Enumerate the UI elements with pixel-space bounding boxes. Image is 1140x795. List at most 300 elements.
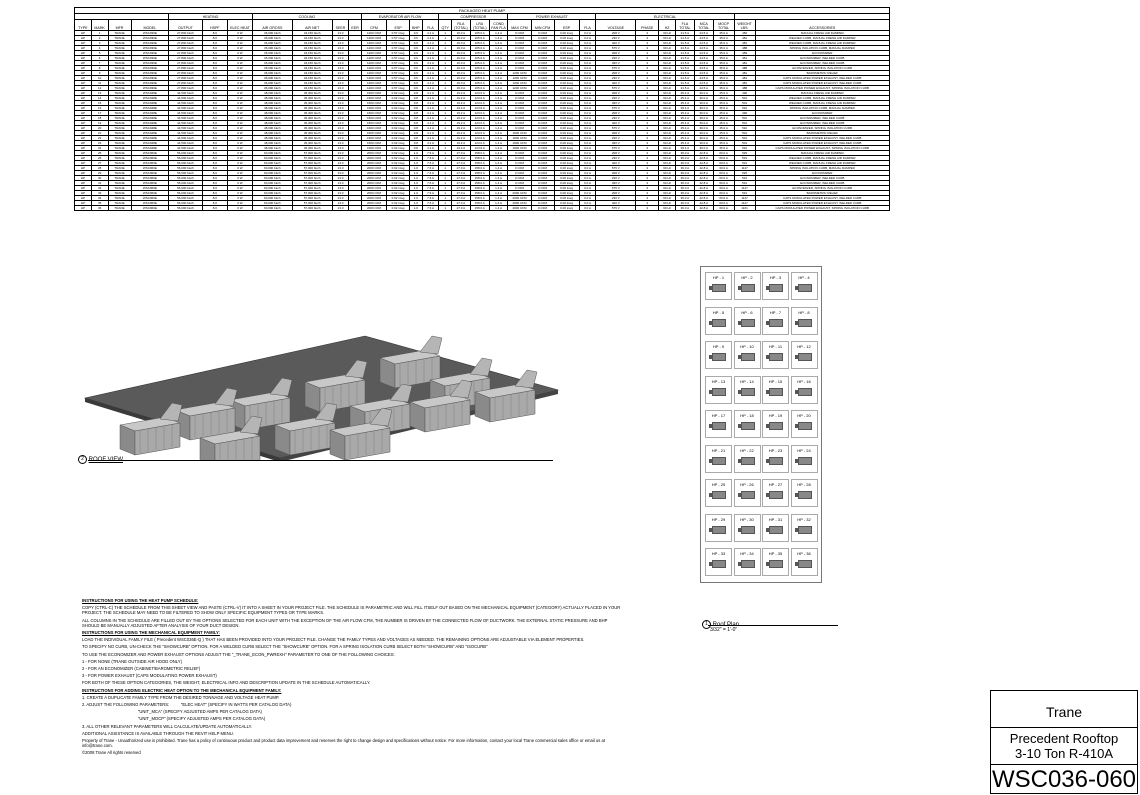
roof-plan-unit-label: HP - 20 [797, 413, 811, 418]
table-cell: 36,000 btu/h [253, 36, 293, 41]
column-header: HSPF [202, 20, 227, 31]
table-cell: 0.8 [410, 111, 423, 116]
table-cell: 481 [734, 36, 755, 41]
table-cell: 0.00 inwg [554, 86, 579, 91]
table-cell: 1.0 [410, 181, 423, 186]
table-cell: 3 [636, 171, 659, 176]
table-cell: WSC060E [131, 181, 169, 186]
table-cell: 8.0 [202, 171, 227, 176]
table-cell: TRANE [108, 161, 131, 166]
table-cell: 451 [734, 56, 755, 61]
table-cell: 60.0 A [713, 156, 734, 161]
table-cell: 0.00 inwg [554, 196, 579, 201]
table-cell: HP [75, 206, 92, 211]
table-cell: 0.0 A [579, 116, 596, 121]
table-cell: HP [75, 176, 92, 181]
table-cell: 3 [636, 106, 659, 111]
table-cell: 0.0 A [579, 36, 596, 41]
table-cell: 8.0 [202, 151, 227, 156]
table-cell: 34,150 btu/h [292, 51, 332, 56]
table-cell: 460 V [596, 61, 636, 66]
roof-plan-unit-label: HP - 13 [711, 378, 726, 384]
table-cell: TRANE [108, 181, 131, 186]
table-cell: 1127 [734, 201, 755, 206]
table-cell: 0.00 inwg [554, 191, 579, 196]
table-cell: 27,800 btu/h [169, 56, 203, 61]
rooftop-unit-symbol [798, 526, 812, 534]
table-cell: 45.0 A [713, 116, 734, 121]
table-cell: 0.0 A [579, 126, 596, 131]
table-cell: MANUAL FRESH AIR DAMPER [755, 91, 889, 96]
table-cell: 123.0 A [470, 116, 489, 121]
table-cell: 45,300 btu/h [292, 111, 332, 116]
table-cell: 25.4 A [675, 101, 694, 106]
column-header: OUTPUT [169, 20, 203, 31]
table-cell: 20 [91, 126, 108, 131]
table-cell: 42.8 A [694, 176, 713, 181]
table-cell: ECONOMIZER, SPRING ISOLATION CURB [755, 186, 889, 191]
table-cell: 24 [91, 146, 108, 151]
instruction-line: 2. ADJUST THE FOLLOWING PARAMETERS: "ELEC HEAT" (SPECIFY IN WATTS PER CATALOG DATA) [82, 702, 292, 708]
table-cell: 45.0 A [713, 146, 734, 151]
table-cell: 48,000 btu/h [253, 141, 293, 146]
table-cell: 4.1 A [422, 96, 439, 101]
table-cell: 44,500 btu/h [169, 106, 203, 111]
table-cell: WSC060E [131, 171, 169, 176]
table-cell: 57,000 btu/h [292, 156, 332, 161]
table-cell: 0.57 inwg [387, 76, 410, 81]
table-cell: 1200 CFM [508, 76, 531, 81]
table-cell: 0 W [227, 176, 252, 181]
table-cell: 105.0 A [470, 41, 489, 46]
table-cell: 105.0 A [470, 66, 489, 71]
roof-plan-unit [791, 514, 818, 542]
table-row [75, 206, 890, 211]
table-cell: 3 [636, 196, 659, 201]
table-cell: 1 [439, 86, 452, 91]
table-cell: 60 Hz [659, 61, 676, 66]
table-cell: 13.0 [332, 141, 349, 146]
table-cell: WELDED CURB, MANUAL FRESH AIR DAMPER [755, 156, 889, 161]
table-cell: TRANE [108, 96, 131, 101]
table-cell: 501 [734, 131, 755, 136]
table-cell: 2000 CFM [508, 201, 531, 206]
table-cell: 0.6 [410, 86, 423, 91]
table-cell: WSC036E [131, 41, 169, 46]
roof-plan-unit [705, 514, 732, 542]
table-cell: 0.00 inwg [554, 121, 579, 126]
table-cell: 0 CFM [508, 111, 531, 116]
table-cell: 24.5 A [694, 46, 713, 51]
table-cell: WSC036E [131, 66, 169, 71]
table-cell: WSC036E [131, 61, 169, 66]
table-cell: 105.0 A [470, 86, 489, 91]
group-compressor: COMPRESSOR [439, 14, 508, 20]
roof-plan-unit [734, 548, 761, 576]
table-cell: WSC060E [131, 166, 169, 171]
roof-plan-unit [705, 272, 732, 300]
instruction-line: 2 - FOR AN ECONOMIZER (CABINET/BAROMETRIC RELIEF) [82, 666, 201, 672]
table-cell: 2000 CFM [508, 196, 531, 201]
table-cell: 0.62 inwg [387, 196, 410, 201]
table-cell: 27.0 A [451, 191, 470, 196]
table-cell: 34,150 btu/h [292, 86, 332, 91]
table-cell: 208 V [596, 151, 636, 156]
instruction-line: ©2008 Trane All rights reserved [82, 750, 141, 756]
group-electrical: ELECTRICAL [596, 14, 734, 20]
table-cell: 27,800 btu/h [169, 81, 203, 86]
table-cell: 0 CFM [531, 71, 554, 76]
table-cell: WSC060E [131, 151, 169, 156]
rooftop-unit-symbol [741, 526, 755, 534]
table-cell: 4.1 A [422, 111, 439, 116]
table-cell: 60,000 btu/h [253, 176, 293, 181]
table-cell: 13.0 [332, 101, 349, 106]
table-cell: 27,800 btu/h [169, 66, 203, 71]
table-cell: 208 V [596, 191, 636, 196]
table-cell: 2000 CFM [361, 186, 386, 191]
table-cell: 1200 CFM [361, 66, 386, 71]
table-cell: 60 Hz [659, 51, 676, 56]
table-cell: HP [75, 91, 92, 96]
table-cell: 30.0 A [694, 116, 713, 121]
table-cell: 510 [734, 146, 755, 151]
table-cell: 0.0 A [579, 176, 596, 181]
rooftop-unit-symbol [741, 284, 755, 292]
table-cell: 123.0 A [470, 141, 489, 146]
table-cell: 1200 CFM [361, 61, 386, 66]
table-cell: 1600 CFM [361, 136, 386, 141]
roof-plan-unit-label: HP - 33 [711, 551, 726, 556]
roof-plan-unit-label: HP - 22 [740, 447, 754, 453]
table-cell: 105.0 A [470, 36, 489, 41]
table-cell: 0 CFM [508, 96, 531, 101]
table-cell: 36.0 A [675, 176, 694, 181]
roof-plan-unit [762, 514, 789, 542]
table-cell: 230 V [596, 176, 636, 181]
table-cell: 0.00 inwg [554, 131, 579, 136]
roof-plan-unit-label: HP - 7 [769, 309, 782, 315]
roof-plan-unit [791, 376, 818, 404]
table-cell: 45,300 btu/h [292, 136, 332, 141]
table-cell: 158.0 A [470, 166, 489, 171]
table-cell: 27,800 btu/h [169, 41, 203, 46]
table-cell: 8.0 [202, 131, 227, 136]
table-cell: 8.0 [202, 201, 227, 206]
table-cell: 158.0 A [470, 201, 489, 206]
table-cell: 0 CFM [531, 141, 554, 146]
table-cell: 0 CFM [531, 41, 554, 46]
table-cell: 2000 CFM [361, 206, 386, 211]
table-cell: 8.0 [202, 56, 227, 61]
table-cell: 0.6 [410, 51, 423, 56]
table-cell: 48,000 btu/h [253, 121, 293, 126]
table-cell: TRANE [108, 86, 131, 91]
table-cell: 3 [636, 191, 659, 196]
table-cell: 0.8 [410, 91, 423, 96]
table-cell: 0 W [227, 126, 252, 131]
table-cell: 19.2 A [451, 96, 470, 101]
table-cell: 60,000 btu/h [253, 186, 293, 191]
table-cell: 123.0 A [470, 126, 489, 131]
table-cell: ECONOMIZER [755, 51, 889, 56]
table-cell: TRANE [108, 116, 131, 121]
table-cell: 8.0 [202, 161, 227, 166]
table-cell: 1.4 A [489, 86, 508, 91]
table-cell: 7 [91, 61, 108, 66]
table-cell: 44,500 btu/h [169, 91, 203, 96]
table-cell: 56,000 btu/h [169, 171, 203, 176]
roof-plan-unit-label: HP - 16 [797, 378, 811, 384]
table-cell: 1.4 A [489, 36, 508, 41]
table-cell: 1200 CFM [361, 76, 386, 81]
table-cell: 60 Hz [659, 156, 676, 161]
table-cell: 0.0 A [579, 41, 596, 46]
table-cell: 496 [734, 91, 755, 96]
table-cell: 60,000 btu/h [253, 206, 293, 211]
table-cell: 45.0 A [713, 121, 734, 126]
table-cell: 0 CFM [531, 191, 554, 196]
table-cell: 575 V [596, 186, 636, 191]
table-cell: 19.2 A [451, 121, 470, 126]
table-cell: 6 [91, 56, 108, 61]
table-cell: TRANE [108, 201, 131, 206]
roof-plan-unit [791, 445, 818, 473]
table-cell: 459 [734, 51, 755, 56]
table-cell: 1 [439, 126, 452, 131]
table-cell: 17 [91, 111, 108, 116]
table-cell: 8.0 [202, 51, 227, 56]
table-cell: 1600 CFM [508, 141, 531, 146]
table-cell: 34,150 btu/h [292, 66, 332, 71]
table-cell: 16 [91, 106, 108, 111]
table-cell: 8.0 [202, 196, 227, 201]
table-cell: 4.1 A [422, 131, 439, 136]
table-cell: TRANE [108, 41, 131, 46]
table-cell: 36 [91, 206, 108, 211]
table-cell: 30.0 A [694, 111, 713, 116]
table-cell: 11 [91, 81, 108, 86]
table-cell: 1.4 A [489, 156, 508, 161]
column-header: ESP [554, 20, 579, 31]
table-cell: 501 [734, 101, 755, 106]
table-cell: CAPS MODULATED POWER EXHAUST, WELDED CURB [755, 201, 889, 206]
table-cell: HP [75, 71, 92, 76]
table-cell: HP [75, 76, 92, 81]
table-cell: 13.0 [332, 121, 349, 126]
table-cell: 9 [91, 71, 108, 76]
table-cell: 3 [636, 81, 659, 86]
table-cell: 105.0 A [470, 61, 489, 66]
table-cell: 45.0 A [713, 141, 734, 146]
table-cell: 0.62 inwg [387, 166, 410, 171]
rooftop-unit-symbol [712, 491, 726, 499]
table-cell: 1200 CFM [361, 31, 386, 36]
table-cell: 531 [734, 161, 755, 166]
table-cell: 0.00 inwg [554, 46, 579, 51]
table-cell: 488 [734, 46, 755, 51]
table-cell: 105.0 A [470, 81, 489, 86]
table-cell: 16.0 A [451, 86, 470, 91]
rooftop-unit-symbol [741, 319, 755, 327]
table-cell: 1.0 [410, 156, 423, 161]
table-cell: 16.0 A [451, 71, 470, 76]
table-cell: 0.00 inwg [554, 66, 579, 71]
table-cell: 531 [734, 156, 755, 161]
table-cell: 13.0 [332, 66, 349, 71]
table-cell: 48,000 btu/h [253, 126, 293, 131]
table-cell: 13.0 [332, 81, 349, 86]
table-cell: 27.0 A [451, 156, 470, 161]
table-cell: 56,000 btu/h [169, 206, 203, 211]
table-cell: 60 Hz [659, 181, 676, 186]
table-cell: 3 [636, 206, 659, 211]
roof-plan-unit-label: HP - 23 [768, 447, 783, 453]
table-cell: 45.0 A [713, 91, 734, 96]
table-cell: 0 CFM [508, 121, 531, 126]
table-cell: 13.0 [332, 91, 349, 96]
table-cell: 13.0 [332, 96, 349, 101]
roof-plan-unit [734, 376, 761, 404]
table-cell: 60,000 btu/h [253, 171, 293, 176]
table-cell: 4.1 A [422, 81, 439, 86]
table-cell: 60.0 A [713, 161, 734, 166]
table-cell: 44,500 btu/h [169, 131, 203, 136]
table-cell: 60 Hz [659, 121, 676, 126]
table-cell: 525 [734, 151, 755, 156]
table-cell: 158.0 A [470, 206, 489, 211]
roof-plan-unit [791, 548, 818, 576]
table-cell: 0.00 inwg [554, 61, 579, 66]
table-cell: 57,000 btu/h [292, 151, 332, 156]
table-cell: TRANE [108, 136, 131, 141]
table-cell: 525 [734, 171, 755, 176]
table-cell: 42.8 A [694, 166, 713, 171]
roof-plan-unit-label: HP - 14 [740, 378, 754, 384]
table-cell: WSC048E [131, 101, 169, 106]
table-cell: 0.00 inwg [554, 181, 579, 186]
table-cell: 0 W [227, 61, 252, 66]
table-cell: 4.1 A [422, 71, 439, 76]
table-cell: 42.8 A [694, 171, 713, 176]
table-cell: ECONOMIZER, WELDED CURB [755, 176, 889, 181]
table-cell: 1 [439, 116, 452, 121]
table-cell: 8.0 [202, 91, 227, 96]
table-cell: 0.6 [410, 36, 423, 41]
table-cell: 0 W [227, 131, 252, 136]
table-cell: 496 [734, 111, 755, 116]
table-cell: 0.0 A [579, 96, 596, 101]
roof-plan-unit [762, 341, 789, 369]
table-cell: 56,000 btu/h [169, 161, 203, 166]
table-cell: 13.0 [332, 206, 349, 211]
table-cell: 29 [91, 171, 108, 176]
table-cell: 8.0 [202, 206, 227, 211]
table-cell: 0.6 [410, 81, 423, 86]
table-cell: 0 CFM [508, 181, 531, 186]
rooftop-unit-symbol [741, 560, 755, 568]
table-cell: WSC036E [131, 71, 169, 76]
table-cell: 123.0 A [470, 121, 489, 126]
table-cell: 2000 CFM [361, 181, 386, 186]
table-cell: 0.62 inwg [387, 136, 410, 141]
table-cell: 8.0 [202, 106, 227, 111]
table-cell: 27.0 A [451, 186, 470, 191]
table-cell: 21.5 A [675, 76, 694, 81]
roof-plan-unit [705, 307, 732, 335]
table-cell: 1 [439, 156, 452, 161]
table-cell: 4.1 A [422, 61, 439, 66]
table-cell: 0 CFM [531, 121, 554, 126]
table-cell: 1 [439, 76, 452, 81]
table-cell: 45,300 btu/h [292, 106, 332, 111]
table-cell: 0.57 inwg [387, 36, 410, 41]
table-cell: 0.62 inwg [387, 121, 410, 126]
table-cell: 56,000 btu/h [169, 151, 203, 156]
table-cell: 60 Hz [659, 146, 676, 151]
table-cell: 60,000 btu/h [253, 181, 293, 186]
roof-plan-unit [791, 272, 818, 300]
table-cell: 1 [439, 171, 452, 176]
table-cell: 123.0 A [470, 111, 489, 116]
table-cell: 0.8 [410, 101, 423, 106]
table-cell: 1 [439, 46, 452, 51]
column-header: FLA [579, 20, 596, 31]
table-cell: 60 Hz [659, 76, 676, 81]
table-cell: 1.0 [410, 206, 423, 211]
table-cell: WSC060E [131, 176, 169, 181]
column-header: MOCP TOTAL [713, 20, 734, 31]
table-cell: 1.4 A [489, 81, 508, 86]
table-cell: 13.0 [332, 86, 349, 91]
table-cell: 0 CFM [508, 186, 531, 191]
table-cell: 1.4 A [489, 51, 508, 56]
roof-plan-unit [791, 479, 818, 507]
table-cell: 34,150 btu/h [292, 76, 332, 81]
title-block-product-line1: Precedent Rooftop [1009, 731, 1119, 746]
table-cell: 36.0 A [675, 156, 694, 161]
roof-plan-unit [734, 272, 761, 300]
table-cell: 460 V [596, 141, 636, 146]
table-cell: 481 [734, 76, 755, 81]
table-cell: 19.2 A [451, 111, 470, 116]
table-cell: 16.0 A [451, 36, 470, 41]
table-cell: 460 V [596, 121, 636, 126]
table-cell: TRANE [108, 151, 131, 156]
table-cell: WSC060E [131, 191, 169, 196]
table-cell: 60 Hz [659, 131, 676, 136]
table-cell: 0.0 A [579, 171, 596, 176]
table-cell: 0.62 inwg [387, 126, 410, 131]
table-cell: 60 Hz [659, 201, 676, 206]
table-cell: CAPS MODULATED POWER EXHAUST, WELDED CURB [755, 76, 889, 81]
table-cell: 24.5 A [694, 76, 713, 81]
rooftop-unit-symbol [741, 491, 755, 499]
roof-plan-unit-label: HP - 15 [768, 378, 783, 384]
table-cell: 1.4 A [489, 66, 508, 71]
table-cell: 0.00 inwg [554, 186, 579, 191]
table-cell: 481 [734, 71, 755, 76]
rooftop-unit-symbol [712, 319, 726, 327]
table-cell: 0 CFM [531, 76, 554, 81]
table-cell: HP [75, 46, 92, 51]
table-cell: 30.0 A [694, 141, 713, 146]
table-cell: 35.0 A [713, 36, 734, 41]
table-cell: HP [75, 201, 92, 206]
table-cell: 36.0 A [675, 186, 694, 191]
table-cell: 13.0 [332, 191, 349, 196]
table-cell: 36,000 btu/h [253, 66, 293, 71]
